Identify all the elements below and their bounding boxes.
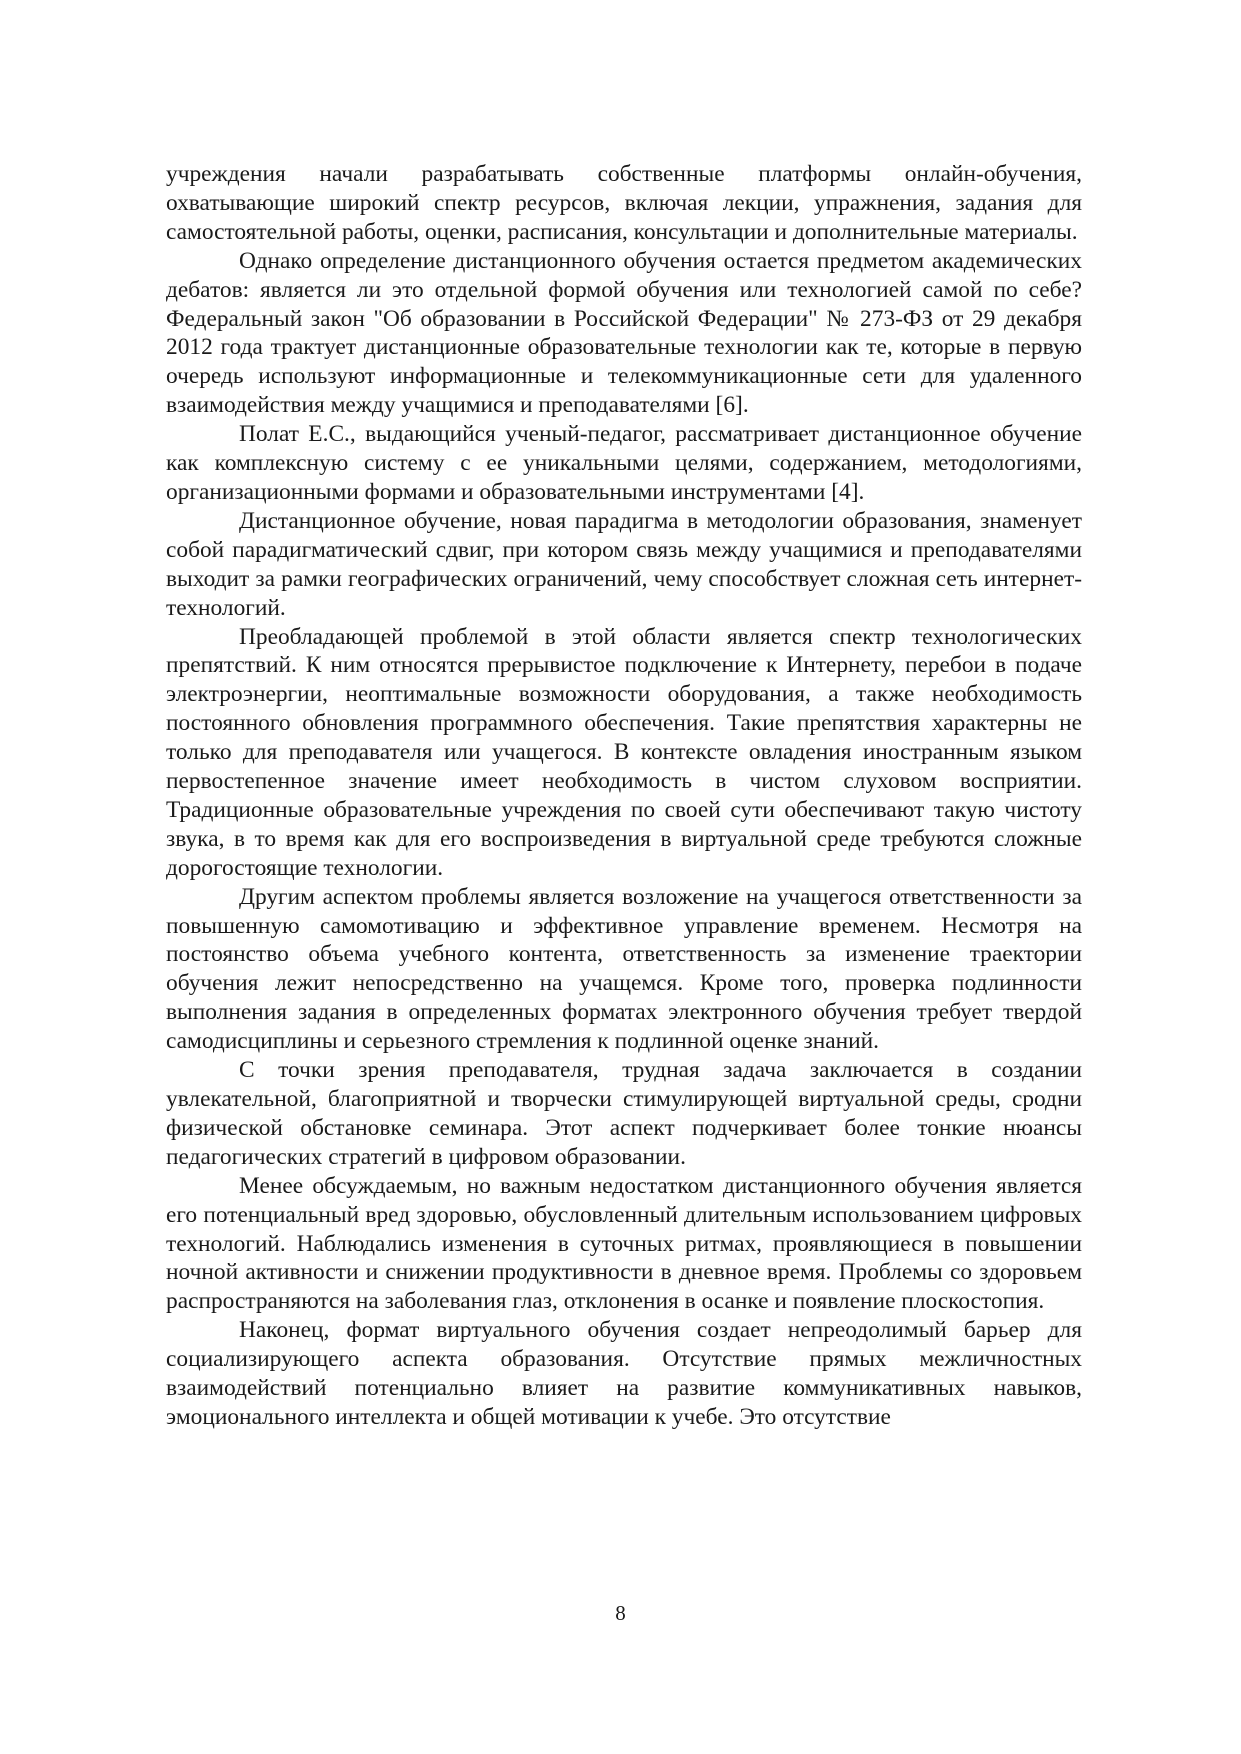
page-number: 8	[615, 1601, 626, 1625]
paragraph-technological-obstacles: Преобладающей проблемой в этой области является спектр технологических препятствий. К ним относятся прерывистое подключение к Интернету, перебои в подаче электроэнергии, неоптимальные возможности оборудования, а также необходимость постоянного обновления программного обеспечения. Такие препятствия характерны не только для преподавателя или учащегося. В контексте овладения иностранным языком первостепенное значение имеет необходимость в чистом слуховом восприятии. Традиционные образовательные учреждения по своей сути обеспечивают такую чистоту звука, в то время как для его воспроизведения в виртуальной среде требуются сложные дорогостоящие технологии.	[166, 623, 1082, 881]
paragraph-socialization: Наконец, формат виртуального обучения создает непреодолимый барьер для социализирующего аспекта образования. Отсутствие прямых межличностных взаимодействий потенциально влияет на развитие коммуникативных навыков, эмоционального интеллекта и общей мотивации к учебе. Это отсутствие	[166, 1317, 1082, 1430]
page-body	[166, 160, 1082, 1432]
paragraph-health: Менее обсуждаемым, но важным недостатком дистанционного обучения является его потенциальный вред здоровью, обусловленный длительным использованием цифровых технологий. Наблюдались изменения в суточных ритмах, проявляющиеся в повышении ночной активности и снижении продуктивности в дневное время. Проблемы со здоровьем распространяются на заболевания глаз, отклонения в осанке и появление плоскостопия.	[166, 1172, 1082, 1315]
paragraph-definition-debate: Однако определение дистанционного обучения остается предметом академических дебатов: является ли это отдельной формой обучения или технологией самой по себе? Федеральный закон "Об образовании в Российской Федерации" № 273-ФЗ от 29 декабря 2012 года трактует дистанционные образовательные технологии как те, которые в первую очередь используют информационные и телекоммуникационные сети для удаленного взаимодействия между учащимися и преподавателями [6].	[166, 247, 1082, 419]
paragraph-paradigm: Дистанционное обучение, новая парадигма в методологии образования, знаменует собой парадигматический сдвиг, при котором связь между учащимися и преподавателями выходит за рамки географических ограничений, чему способствует сложная сеть интернет-технологий.	[166, 507, 1082, 621]
paragraph-teacher-perspective: С точки зрения преподавателя, трудная задача заключается в создании увлекательной, благоприятной и творчески стимулирующей виртуальной среды, сродни физической обстановке семинара. Этот аспект подчеркивает более тонкие нюансы педагогических стратегий в цифровом образовании.	[166, 1057, 1082, 1170]
paragraph-self-motivation: Другим аспектом проблемы является возложение на учащегося ответственности за повышенную самомотивацию и эффективное управление временем. Несмотря на постоянство объема учебного контента, ответственность за изменение траектории обучения лежит непосредственно на учащемся. Кроме того, проверка подлинности выполнения задания в определенных форматах электронного обучения требует твердой самодисциплины и серьезного стремления к подлинной оценке знаний.	[166, 883, 1082, 1055]
paragraph-continuation: учреждения начали разрабатывать собственные платформы онлайн-обучения, охватывающие широкий спектр ресурсов, включая лекции, упражнения, задания для самостоятельной работы, оценки, расписания, консультации и дополнительные материалы.	[166, 161, 1082, 245]
paragraph-polat: Полат Е.С., выдающийся ученый-педагог, рассматривает дистанционное обучение как комплексную систему с ее уникальными целями, содержанием, методологиями, организационными формами и образовательными инструментами [4].	[166, 421, 1082, 505]
